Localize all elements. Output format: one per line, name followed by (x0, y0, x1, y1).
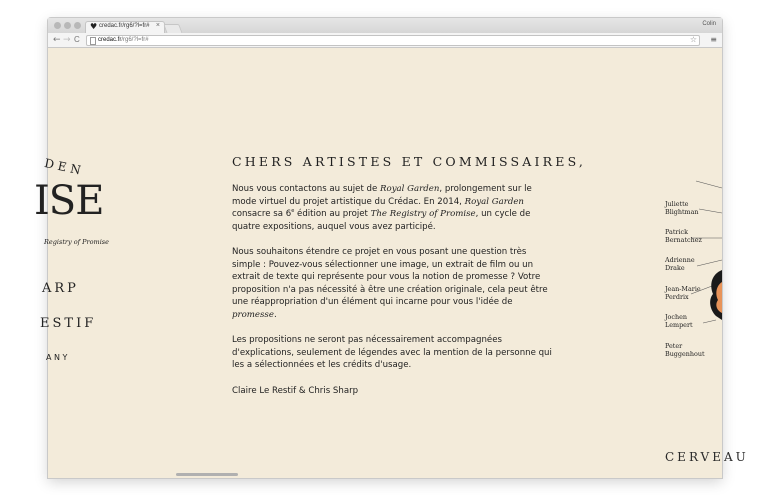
left-line-estif: ESTIF (40, 316, 97, 331)
letter-paragraph-2: Nous souhaitons étendre ce projet en vous posant une question très simple : Pouvez-vous sélectionner une image, un extrait de film ou un extrait de texte qui représente pour vous la notion de promesse ? Votre proposition n'a pas nécessité à être une création originale, cela peut être une réappropriation d'un élément qui incarne pour vous l'idée de promesse. (232, 246, 548, 320)
horizontal-scrollbar[interactable] (176, 473, 238, 476)
artist-name[interactable]: Patrick Bernatchez (665, 228, 702, 245)
page-content (34, 48, 749, 478)
left-line-arp: ARP (42, 281, 79, 296)
page-icon (90, 37, 96, 45)
connector-line (691, 286, 712, 294)
bookmark-star-icon[interactable]: ☆ (689, 35, 697, 44)
artist-name[interactable]: Jean-Marie Perdrix (665, 285, 701, 302)
menu-icon[interactable]: ≡ (710, 35, 717, 44)
left-title-arc: DEN (43, 156, 86, 179)
minimize-window-button[interactable] (64, 22, 71, 29)
left-line-any: ANY (46, 353, 70, 362)
address-bar[interactable] (86, 35, 700, 46)
connector-line (699, 209, 722, 213)
artist-name[interactable]: Adrienne Drake (665, 256, 695, 273)
right-footer-title: CERVEAU (665, 450, 749, 464)
letter-paragraph-1: Nous vous contactons au sujet de Royal Garden, prolongement sur le mode virtuel du projet artistique du Crédac. En 2014, Royal Garden consacre sa 6e édition au projet The Registry of Promise, un cycle de quatre expositions, auquel vous avez participé. (232, 184, 532, 232)
browser-window (34, 18, 749, 478)
connector-line (697, 260, 722, 266)
artist-name[interactable]: Peter Buggenhout (665, 342, 705, 359)
letter-signature: Claire Le Restif & Chris Sharp (232, 385, 359, 396)
forward-arrow-icon[interactable]: → (63, 35, 71, 45)
artist-name[interactable]: Jochen Lempert (665, 313, 693, 330)
connector-line (703, 320, 716, 323)
tab-title: credac.fr/rg6/?l=fr# (99, 23, 150, 29)
zoom-window-button[interactable] (74, 22, 81, 29)
left-title-main: ISE (34, 178, 104, 224)
heart-favicon-icon: ♥ (90, 22, 98, 31)
close-window-button[interactable] (54, 22, 61, 29)
tab-strip (48, 18, 722, 33)
close-tab-icon[interactable]: × (155, 22, 160, 29)
browser-toolbar (48, 33, 722, 48)
connector-line (696, 181, 722, 188)
back-arrow-icon[interactable]: ← (53, 35, 61, 45)
reload-icon[interactable]: C (74, 35, 80, 44)
connector-lines (48, 48, 722, 478)
letter-heading: CHERS ARTISTES ET COMMISSAIRES, (232, 154, 587, 169)
artist-name[interactable]: Juliette Blightman (665, 200, 699, 217)
url-text[interactable]: credac.fr/rg6/?l=fr# (98, 37, 149, 43)
left-subtitle: Registry of Promise (44, 238, 109, 246)
letter-paragraph-3: Les propositions ne seront pas nécessairement accompagnées d'explications, seulement de légendes avec la mention de la personne qui les a sélectionnées et les crédits d'usage. (232, 335, 552, 371)
profile-name[interactable]: Colin (702, 21, 716, 27)
